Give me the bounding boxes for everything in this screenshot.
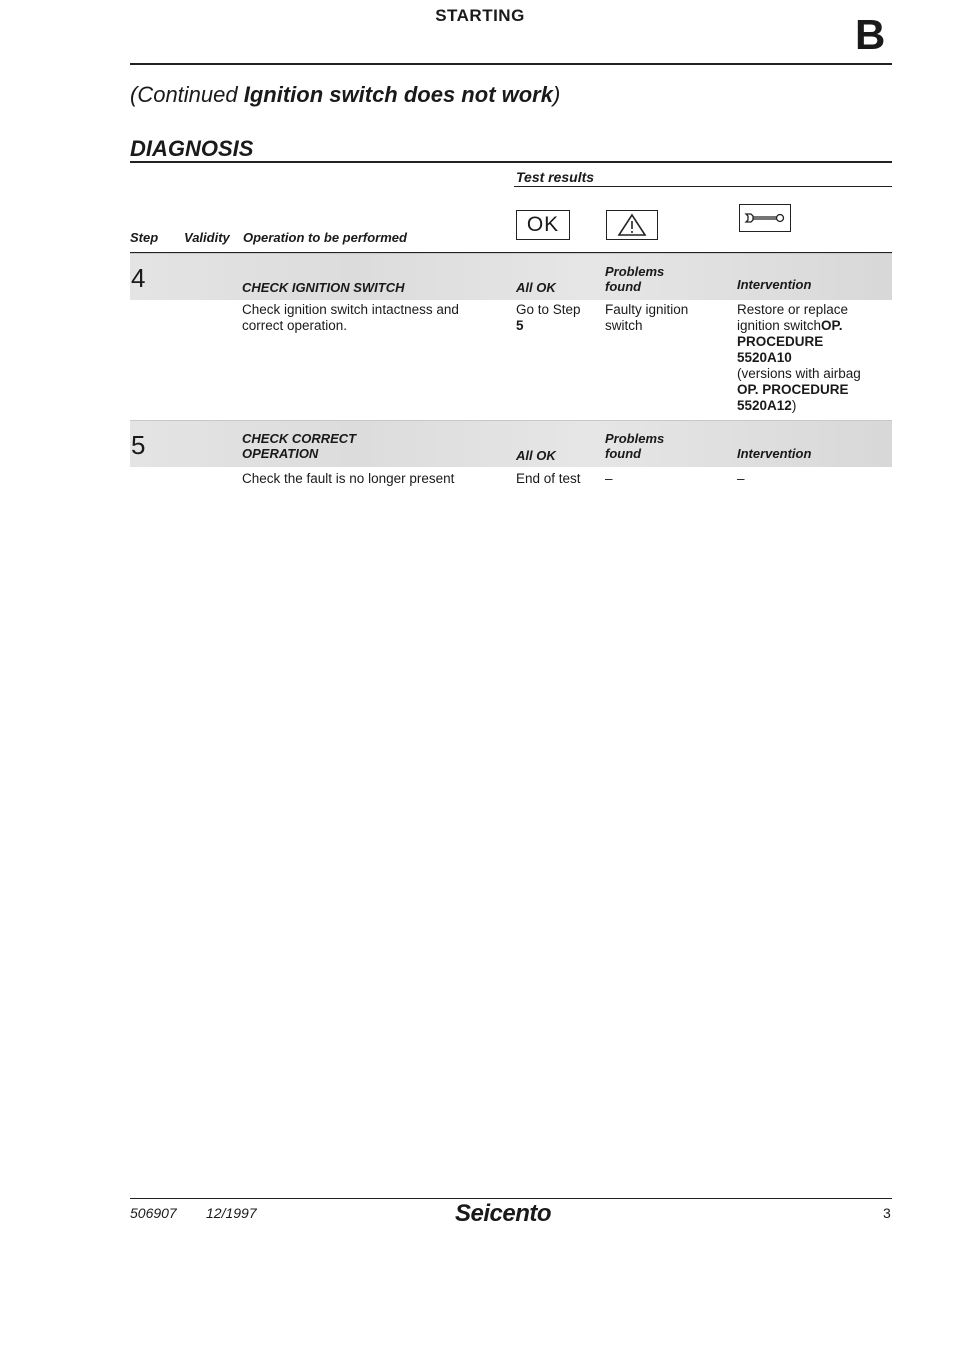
footer-code: 506907 [130, 1205, 177, 1221]
step-5-problems-line-1: – [605, 471, 613, 486]
step-4-problems-line-1: Faulty ignition [605, 302, 689, 317]
step-4-problems-line-2: switch [605, 318, 643, 333]
wrench-icon [739, 204, 791, 232]
footer-date: 12/1997 [206, 1205, 257, 1221]
step-5-intervention-line-1: – [737, 471, 745, 486]
step-4-intervention-line-7-text: ) [791, 398, 797, 413]
step-5-number: 5 [131, 430, 146, 460]
section-title: STARTING [435, 6, 525, 25]
step-4-intervention-label: Intervention [737, 277, 812, 292]
column-step: Step [130, 230, 159, 245]
footer-rule [130, 1198, 892, 1199]
page-subtitle [130, 82, 560, 108]
step-4-all-ok-label: All OK [516, 280, 556, 295]
step-4-intervention-line-2-text: ignition switch [737, 318, 822, 333]
test-results-rule [514, 186, 892, 187]
page-number: 3 [883, 1205, 891, 1221]
diagnosis-heading: DIAGNOSIS [130, 136, 254, 161]
step-5-title-line-2: OPERATION [242, 446, 319, 461]
step-4-all-ok-line-2: 5 [516, 318, 524, 333]
subtitle-prefix: (Continued [130, 82, 244, 107]
warning-triangle-icon [606, 210, 658, 240]
step-4-intervention-line-1: Restore or replace [737, 302, 849, 317]
header-rule [130, 63, 892, 65]
step-4-problems-label-2: found [605, 279, 642, 294]
step-5-all-ok-label: All OK [516, 448, 556, 463]
step-4-intervention-line-7 [737, 398, 796, 414]
step-5-intervention-label: Intervention [737, 446, 812, 461]
column-operation: Operation to be performed [243, 230, 407, 245]
step-4-operation-line-2: correct operation. [242, 318, 348, 333]
step-4-problems-label-1: Problems [605, 264, 665, 279]
step-5-problems-label-2: found [605, 446, 642, 461]
step-4-intervention-line-5: (versions with airbag [737, 366, 861, 381]
brand-logo: Seicento [455, 1200, 552, 1227]
step-5-title-line-1: CHECK CORRECT [242, 431, 357, 446]
subtitle-suffix: ) [552, 82, 561, 107]
step-4-number: 4 [131, 263, 146, 293]
step-5-problems-label-1: Problems [605, 431, 665, 446]
column-validity: Validity [184, 230, 230, 245]
test-results-label: Test results [516, 169, 595, 185]
step-4-intervention-line-6: OP. PROCEDURE [737, 382, 849, 397]
diagnosis-rule [130, 161, 892, 163]
step-4-intervention-line-7-bold: 5520A12 [737, 398, 792, 413]
step-4-title: CHECK IGNITION SWITCH [242, 280, 405, 295]
step-5-all-ok-line-1: End of test [516, 471, 581, 486]
step-4-all-ok-line-1: Go to Step [516, 302, 581, 317]
step-4-intervention-line-2-bold: OP. [821, 318, 843, 333]
step-4-intervention-line-2 [737, 318, 843, 334]
step-4-intervention-line-3: PROCEDURE [737, 334, 824, 349]
step-5-operation-line-1: Check the fault is no longer present [242, 471, 455, 486]
ok-icon [516, 210, 570, 240]
step-4-operation-line-1: Check ignition switch intactness and [242, 302, 459, 317]
ok-icon-label: OK [526, 213, 560, 236]
subtitle-bold: Ignition switch does not work [243, 82, 553, 107]
section-letter: B [855, 11, 886, 58]
step-4-intervention-line-4: 5520A10 [737, 350, 792, 365]
